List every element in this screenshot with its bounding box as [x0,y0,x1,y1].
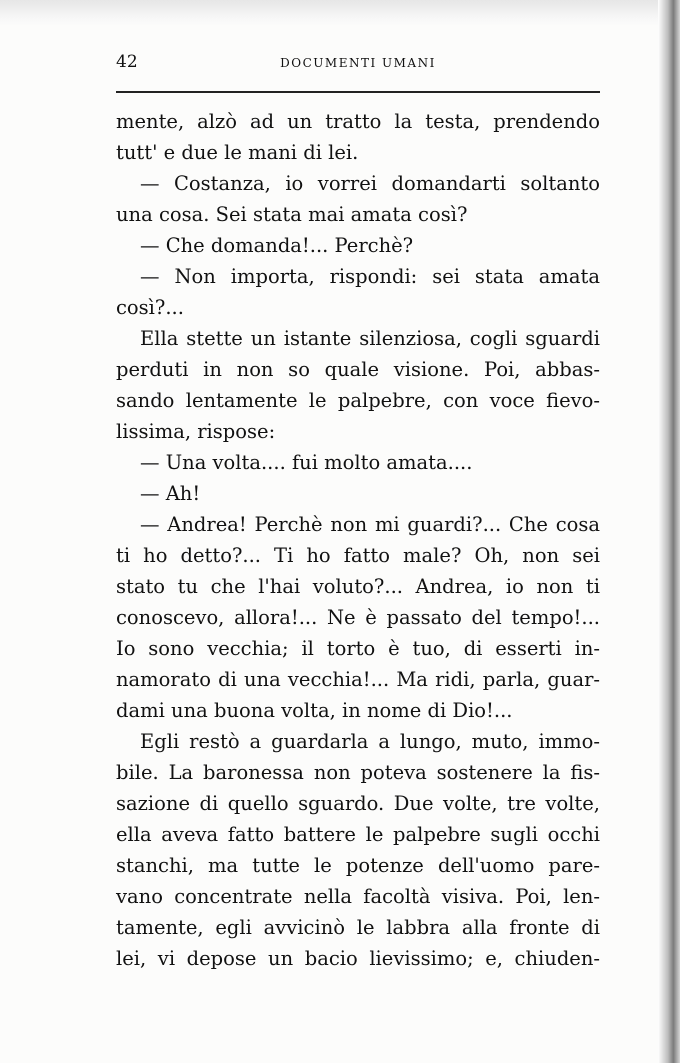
text-line: Io sono vecchia; il torto è tuo, di esserti in- [116,637,600,660]
text-line: sazione di quello sguardo. Due volte, tre volte, [116,792,600,815]
text-line: — Costanza, io vorrei domandarti soltanto [140,172,600,195]
text-line: — Che domanda!... Perchè? [140,234,414,257]
text-line: vano concentrate nella facoltà visiva. Poi, len- [116,885,600,908]
text-line: perduti in non so quale visione. Poi, abbas- [116,358,600,381]
page-number: 42 [116,52,138,72]
text-line: conoscevo, allora!... Ne è passato del tempo!... [116,606,600,629]
page-header [116,52,600,76]
text-line: ella aveva fatto battere le palpebre sugli occhi [116,823,600,846]
text-line: tamente, egli avvicinò le labbra alla fronte di [116,916,600,939]
text-line: lei, vi depose un bacio lievissimo; e, chiuden- [116,947,600,970]
text-line: così?... [116,296,184,319]
text-line: Ella stette un istante silenziosa, cogli sguardi [140,327,600,350]
text-line: tutt' e due le mani di lei. [116,141,359,164]
text-line: dami una buona volta, in nome di Dio!... [116,699,513,722]
text-line: — Andrea! Perchè non mi guardi?... Che cosa [140,513,600,536]
text-line: lissima, rispose: [116,420,276,443]
text-line: bile. La baronessa non poteva sostenere la fis- [116,761,600,784]
text-line: mente, alzò ad un tratto la testa, prendendo [116,110,600,133]
body-text [116,106,600,974]
text-line: namorato di una vecchia!... Ma ridi, parla, guar- [116,668,600,691]
scan-shadow-top [0,0,680,26]
text-line: stato tu che l'hai voluto?... Andrea, io non ti [116,575,600,598]
text-line: — Non importa, rispondi: sei stata amata [140,265,600,288]
text-line: una cosa. Sei stata mai amata così? [116,203,468,226]
text-line: Egli restò a guardarla a lungo, muto, immo- [140,730,600,753]
text-line: — Ah! [140,482,201,505]
text-line: ti ho detto?... Ti ho fatto male? Oh, non sei [116,544,600,567]
text-line: — Una volta.... fui molto amata.... [140,451,473,474]
header-rule [116,91,600,93]
running-title: DOCUMENTI UMANI [280,56,436,70]
scan-shadow-right [658,0,680,1063]
text-line: sando lentamente le palpebre, con voce fievo- [116,389,600,412]
text-line: stanchi, ma tutte le potenze dell'uomo pare- [116,854,600,877]
